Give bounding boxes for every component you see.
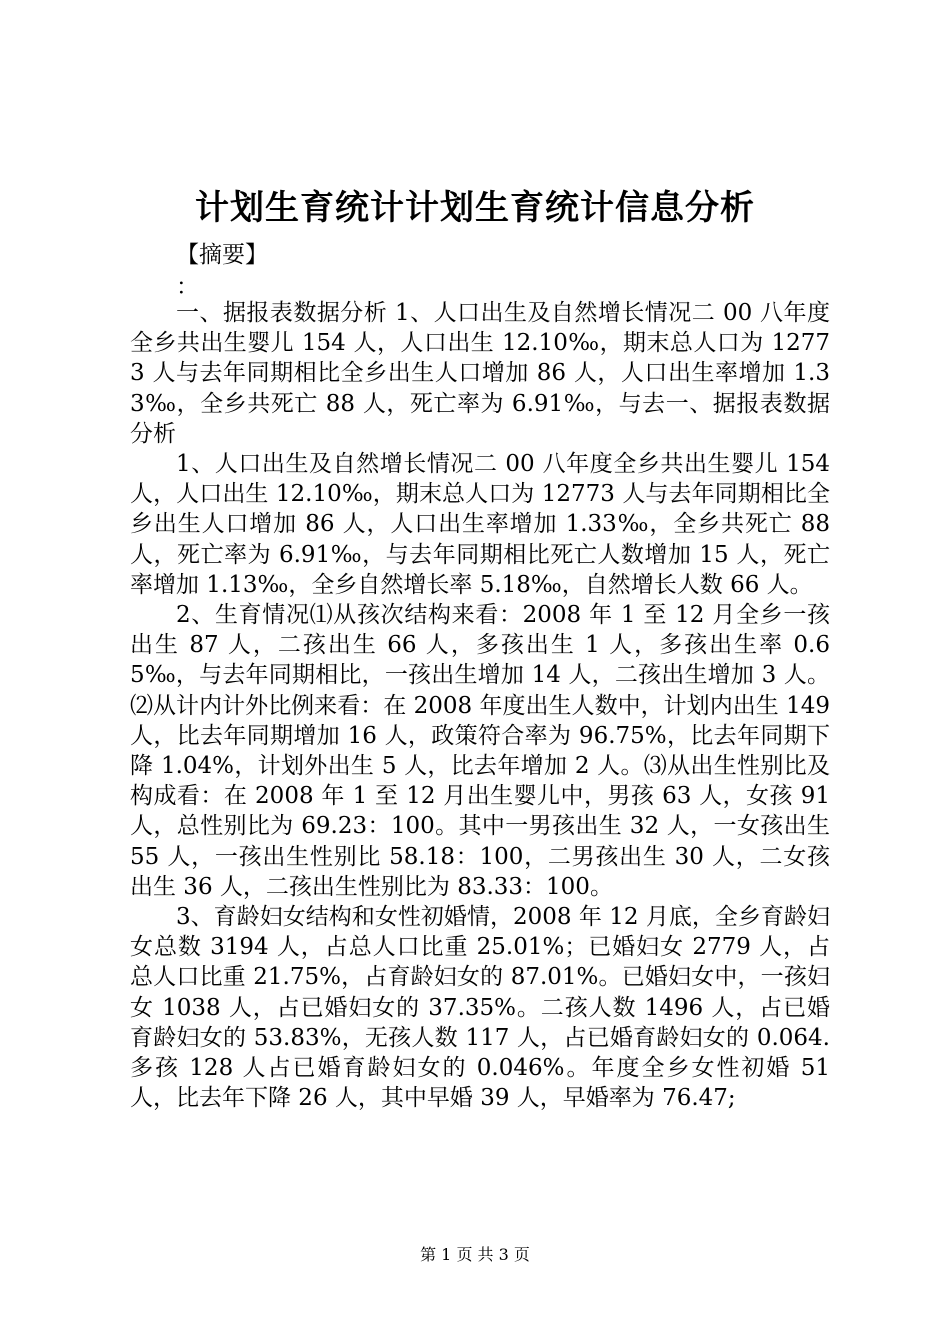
paragraph-women-structure: 3、育龄妇女结构和女性初婚情，2008 年 12 月底，全乡育龄妇女总数 3194 人，占总人口比重 25.01%；已婚妇女 2779 人，占总人口比重 21.75%，占育龄妇女的 87.01%。已婚妇女中，一孩妇女 1038 人，占已婚妇女的 37.35%。二孩人数 1496 人，占已婚育龄妇女的 53.83%，无孩人数 117 人，占已婚育龄妇女的 0.064. 多孩 128 人占已婚育龄妇女的 0.046%。年度全乡女性初婚 51 人，比去年下降 26 人，其中早婚 39 人，早婚率为 76.47; [130, 904, 830, 1112]
page-footer: 第 1 页 共 3 页 [420, 1245, 530, 1264]
abstract-colon: ： [176, 274, 199, 300]
document-body [130, 298, 830, 1113]
paragraph-overview: 一、据报表数据分析 1、人口出生及自然增长情况二 00 八年度全乡共出生婴儿 154 人，人口出生 12.10‰，期末总人口为 12773 人与去年同期相比全乡出生人口增加 86 人，人口出生率增加 1.33‰，全乡共死亡 88 人，死亡率为 6.91‰，与去一、据报表数据分析 [130, 300, 830, 447]
abstract-label: 【摘要】 [176, 242, 268, 268]
document-title: 计划生育统计计划生育统计信息分析 [195, 188, 755, 228]
paragraph-birth-situation: 2、生育情况⑴从孩次结构来看：2008 年 1 至 12 月全乡一孩出生 87 人，二孩出生 66 人，多孩出生 1 人，多孩出生率 0.65‰，与去年同期相比，一孩出生增加 14 人，二孩出生增加 3 人。⑵从计内计外比例来看：在 2008 年度出生人数中，计划内出生 149 人，比去年同期增加 16 人，政策符合率为 96.75%，比去年同期下降 1.04%，计划外出生 5 人，比去年增加 2 人。⑶从出生性别比及构成看：在 2008 年 1 至 12 月出生婴儿中，男孩 63 人，女孩 91 人，总性别比为 69.23：100。其中一男孩出生 32 人，一女孩出生 55 人，一孩出生性别比 58.18：100，二男孩出生 30 人，二女孩出生 36 人，二孩出生性别比为 83.33：100。 [130, 602, 830, 900]
paragraph-population-growth: 1、人口出生及自然增长情况二 00 八年度全乡共出生婴儿 154 人，人口出生 12.10‰，期末总人口为 12773 人与去年同期相比全乡出生人口增加 86 人，人口出生率增加 1.33‰，全乡共死亡 88 人，死亡率为 6.91‰，与去年同期相比死亡人数增加 15 人，死亡率增加 1.13‰，全乡自然增长率 5.18‰，自然增长人数 66 人。 [130, 451, 830, 598]
